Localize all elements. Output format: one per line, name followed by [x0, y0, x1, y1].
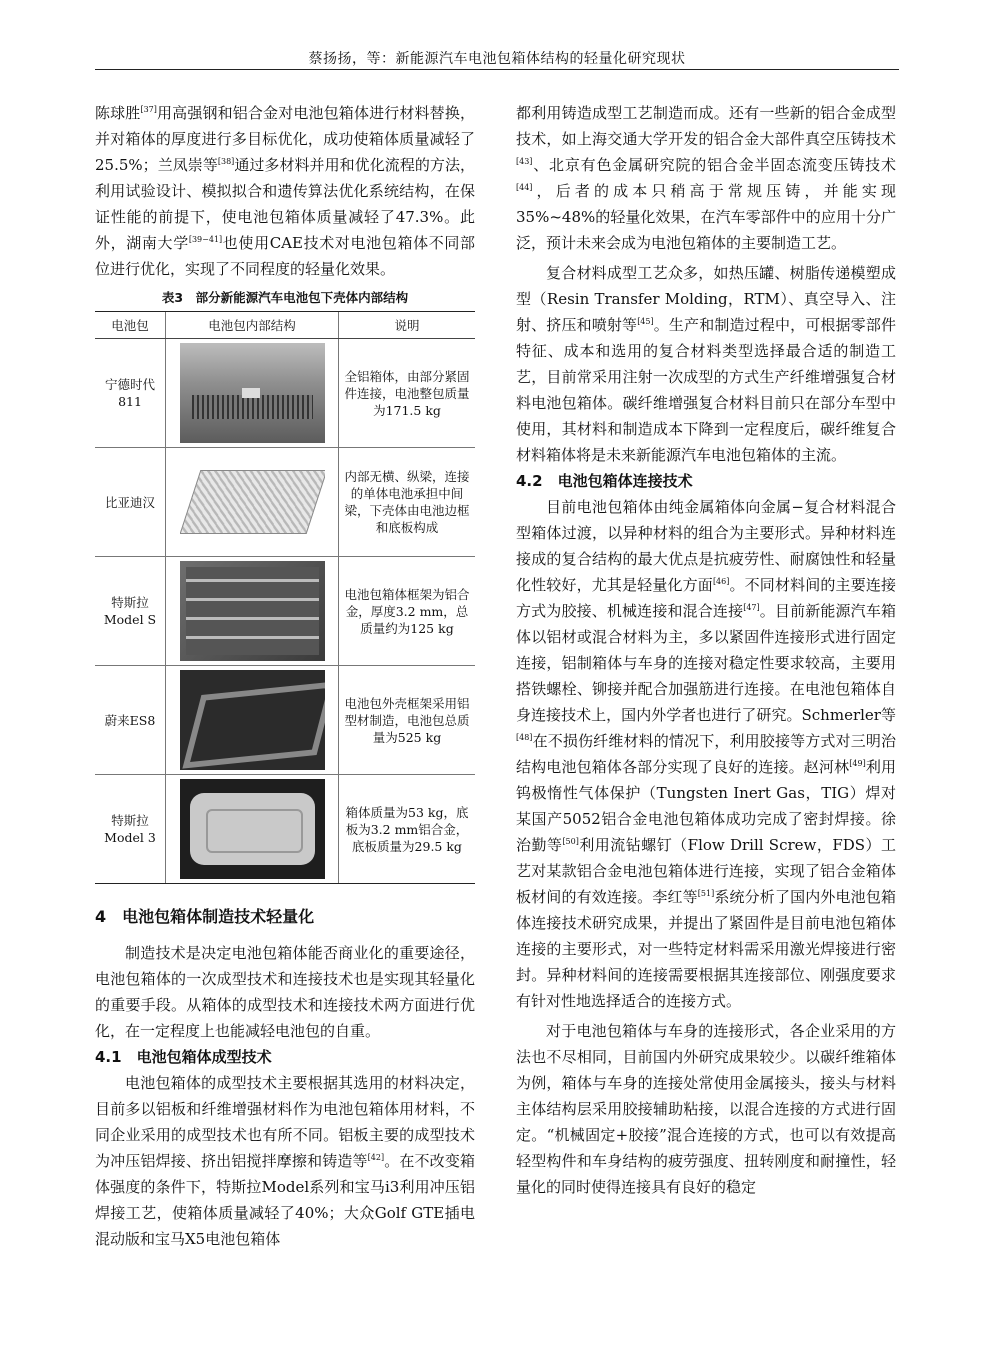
pack-photo — [180, 452, 325, 552]
citation: [38] — [217, 157, 235, 166]
subsection-heading: 4.2 电池包箱体连接技术 — [516, 472, 693, 490]
pack-photo — [180, 670, 325, 770]
pack-description: 内部无横、纵梁，连接的单体电池承担中间梁，下壳体由电池边框和底板构成 — [339, 448, 476, 557]
citation: [46] — [712, 577, 730, 586]
running-header: 蔡扬扬，等：新能源汽车电池包箱体结构的轻量化研究现状 — [308, 51, 686, 67]
citation: [49] — [849, 759, 866, 768]
pack-description: 全铝箱体，由部分紧固件连接，电池整包质量为171.5 kg — [339, 339, 476, 448]
paragraph: 都利用铸造成型工艺制造而成。还有一些新的铝合金成型技术，如上海交通大学开发的铝合金大部件真空压铸技术[43]、北京有色金属研究院的铝合金半固态流变压铸技术[44]，后者的成本只稍高于常规压铸，并能实现35%~48%的轻量化效果，在汽车零部件中的应用十分广泛，预计未来会成为电池包箱体的主要制造工艺。 — [516, 104, 896, 252]
table-header: 说明 — [339, 312, 476, 339]
right-column — [516, 100, 896, 1200]
citation: [45] — [637, 317, 654, 326]
citation: [47] — [743, 603, 760, 612]
citation: [39−41] — [188, 235, 223, 244]
paragraph: 电池包箱体的成型技术主要根据其选用的材料决定，目前多以铝板和纤维增强材料作为电池包箱体用材料，不同企业采用的成型技术也有所不同。铝板主要的成型技术为冲压铝焊接、挤出铝搅拌摩擦和铸造等[42]。在不改变箱体强度的条件下，特斯拉Model系列和宝马i3利用冲压铝焊接工艺，使箱体质量减轻了40%；大众Golf GTE插电混动版和宝马X5电池包箱体 — [95, 1074, 475, 1248]
battery-pack-table — [95, 311, 475, 884]
table-row — [95, 339, 475, 448]
left-column — [95, 100, 475, 1252]
table-caption: 表3 部分新能源汽车电池包下壳体内部结构 — [161, 290, 409, 305]
citation: [44] — [516, 183, 533, 192]
section-heading: 4 电池包箱体制造技术轻量化 — [95, 907, 315, 926]
citation: [51] — [697, 889, 715, 898]
paragraph: 对于电池包箱体与车身的连接形式，各企业采用的方法也不尽相同，目前国内外研究成果较少。以碳纤维箱体为例，箱体与车身的连接处常使用金属接头，接头与材料主体结构层采用胶接辅助粘接，以混合连接的方式进行固定。“机械固定+胶接”混合连接的方式，也可以有效提高轻型构件和车身结构的疲劳强度、扭转刚度和耐撞性，轻量化的同时使得连接具有良好的稳定 — [516, 1022, 896, 1196]
table-header: 电池包内部结构 — [166, 312, 339, 339]
pack-name: 蔚来ES8 — [95, 666, 166, 775]
citation: [50] — [562, 837, 579, 846]
paragraph: 制造技术是决定电池包箱体能否商业化的重要途径，电池包箱体的一次成型技术和连接技术也是实现其轻量化的重要手段。从箱体的成型技术和连接技术两方面进行优化，在一定程度上也能减轻电池包的自重。 — [95, 944, 475, 1040]
subsection-heading: 4.1 电池包箱体成型技术 — [95, 1048, 272, 1066]
citation: [48] — [516, 733, 533, 742]
header-rule — [95, 69, 899, 70]
pack-description: 电池包外壳框架采用铝型材制造，电池包总质量为525 kg — [339, 666, 476, 775]
pack-name: 特斯拉 Model 3 — [95, 775, 166, 884]
table-row — [95, 448, 475, 557]
pack-photo — [180, 561, 325, 661]
pack-description: 箱体质量为53 kg，底板为3.2 mm铝合金，底板质量为29.5 kg — [339, 775, 476, 884]
table-row — [95, 775, 475, 884]
pack-photo — [180, 343, 325, 443]
citation: [37] — [140, 105, 157, 114]
pack-name: 特斯拉 Model S — [95, 557, 166, 666]
table-header: 电池包 — [95, 312, 166, 339]
pack-name: 宁德时代 811 — [95, 339, 166, 448]
paragraph: 复合材料成型工艺众多，如热压罐、树脂传递模塑成型（Resin Transfer Molding，RTM）、真空导入、注射、挤压和喷射等[45]。生产和制造过程中，可根据零部件特征、成本和选用的复合材料类型选择最合适的制造工艺，目前常采用注射一次成型的方式生产纤维增强复合材料电池包箱体。碳纤维增强复合材料目前只在部分车型中使用，其材料和制造成本下降到一定程度后，碳纤维复合材料箱体将是未来新能源汽车电池包箱体的主流。 — [516, 264, 896, 464]
pack-description: 电池包箱体框架为铝合金，厚度3.2 mm，总质量约为125 kg — [339, 557, 476, 666]
paragraph: 目前电池包箱体由纯金属箱体向金属−复合材料混合型箱体过渡，以异种材料的组合为主要形式。异种材料连接成的复合结构的最大优点是抗疲劳性、耐腐蚀性和轻量化性较好，尤其是轻量化方面[46]。不同材料间的主要连接方式为胶接、机械连接和混合连接[47]。目前新能源汽车箱体以铝材或混合材料为主，多以紧固件连接形式进行固定连接，铝制箱体与车身的连接对稳定性要求较高，主要用搭铁螺栓、铆接并配合加强筋进行连接。在电池包箱体自身连接技术上，国内外学者也进行了研究。Schmerler等[48]在不损伤纤维材料的情况下，利用胶接等方式对三明治结构电池包箱体各部分实现了良好的连接。赵河林[49]利用钨极惰性气体保护（Tungsten Inert Gas，TIG）焊对某国产5052铝合金电池包箱体成功完成了密封焊接。徐治勤等[50]利用流钻螺钉（Flow Drill Screw，FDS）工艺对某款铝合金电池包箱体进行连接，实现了铝合金箱体板材间的有效连接。李红等[51]系统分析了国内外电池包箱体连接技术研究成果，并提出了紧固件是目前电池包箱体连接的主要形式，对一些特定材料需采用激光焊接进行密封。异种材料间的连接需要根据其连接部位、刚强度要求有针对性地选择适合的连接方式。 — [516, 498, 896, 1010]
pack-name: 比亚迪汉 — [95, 448, 166, 557]
citation: [43] — [516, 157, 533, 166]
paragraph: 陈球胜[37]用高强钢和铝合金对电池包箱体进行材料替换，并对箱体的厚度进行多目标优化，成功使箱体质量减轻了25.5%；兰凤崇等[38]通过多材料并用和优化流程的方法，利用试验设计、模拟拟合和遗传算法优化系统结构，在保证性能的前提下，使电池包箱体质量减轻了47.3%。此外，湖南大学[39−41]也使用CAE技术对电池包箱体不同部位进行优化，实现了不同程度的轻量化效果。 — [95, 104, 475, 278]
table-row — [95, 666, 475, 775]
pack-photo — [180, 779, 325, 879]
table-row — [95, 557, 475, 666]
citation: [42] — [367, 1153, 385, 1162]
